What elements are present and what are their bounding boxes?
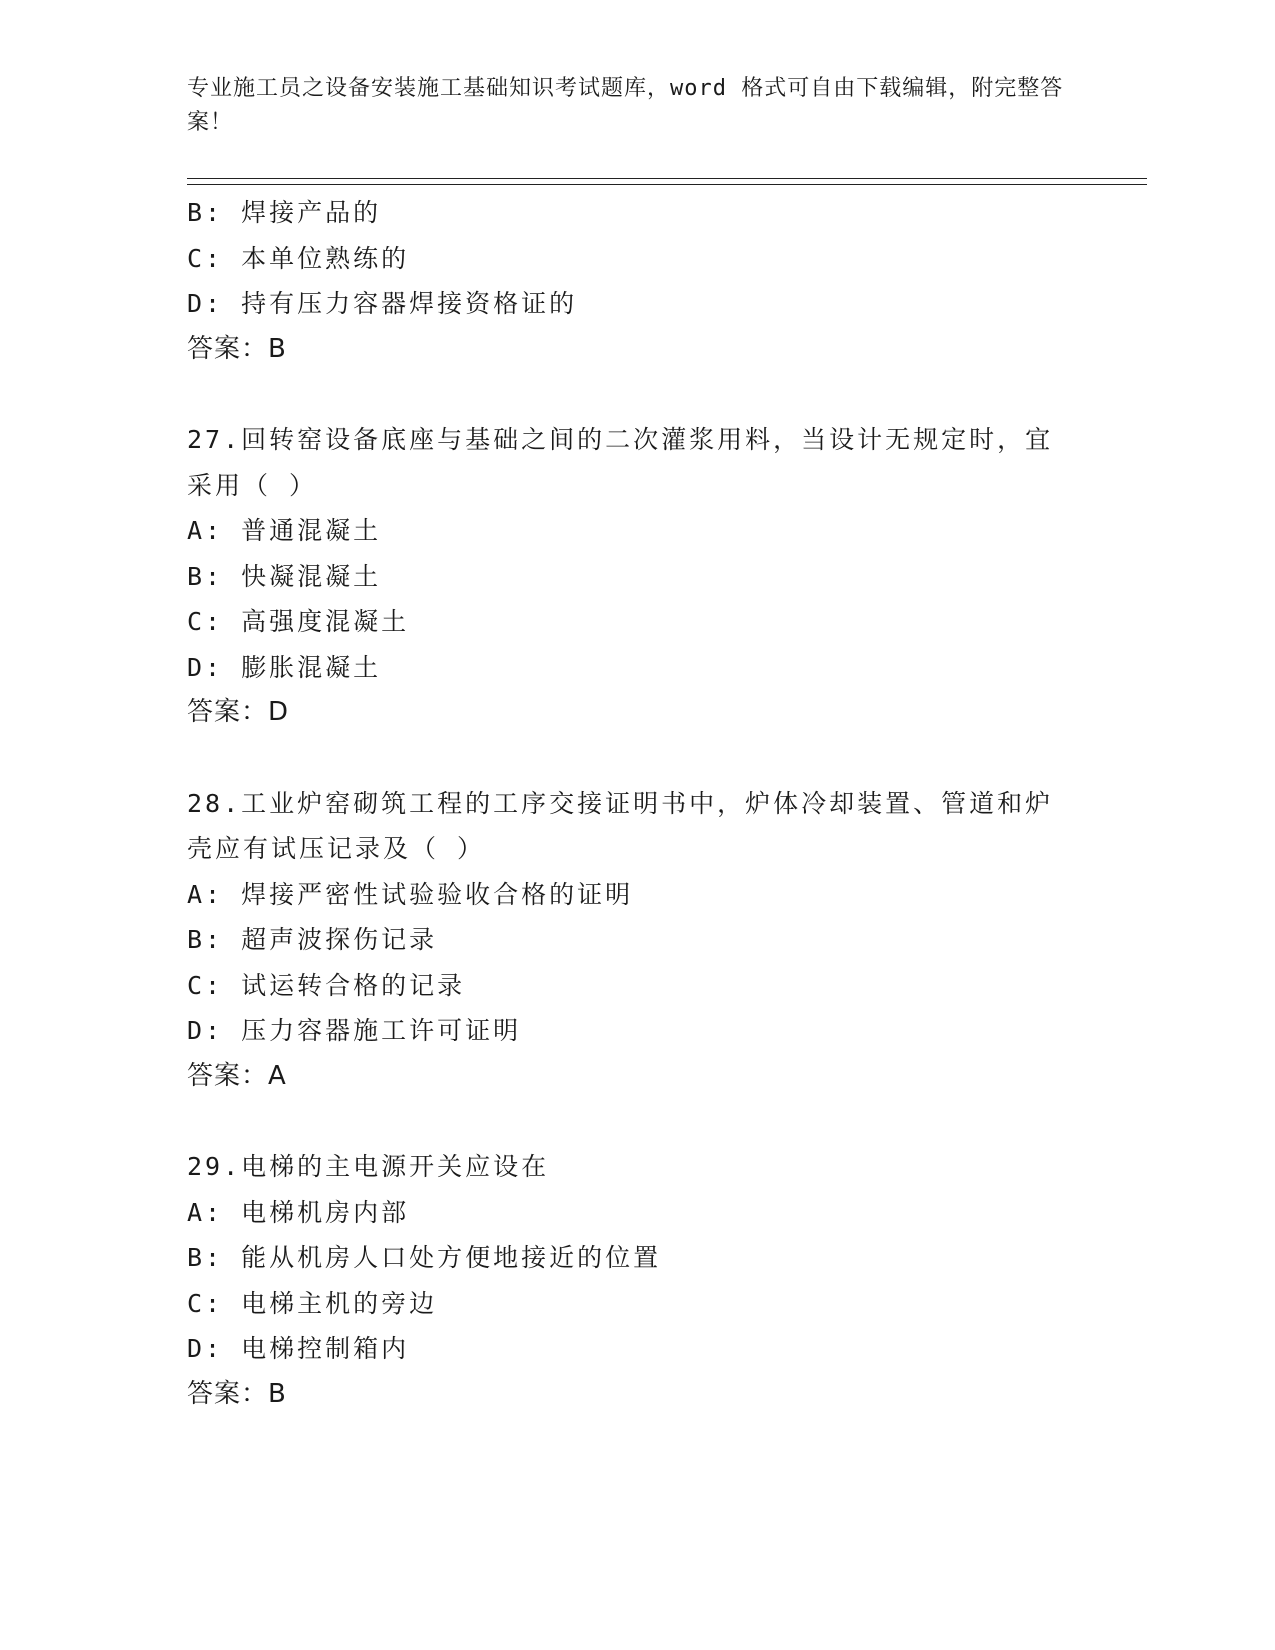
option-b: B: 超声波探伤记录 <box>187 925 438 954</box>
header-divider-bottom <box>187 184 1147 185</box>
option-d: D: 膨胀混凝土 <box>187 652 382 682</box>
answer-line: 答案：D <box>187 697 290 727</box>
question-stem-continued: 采用（ ） <box>187 470 318 500</box>
question-list <box>187 190 1087 1417</box>
question-stem: 27.回转窑设备底座与基础之间的二次灌浆用料，当设计无规定时，宜 <box>187 425 1054 454</box>
question-29 <box>187 1144 1087 1417</box>
option-a: A: 电梯机房内部 <box>187 1197 410 1227</box>
option-c: C: 试运转合格的记录 <box>187 970 466 1000</box>
document-header: 专业施工员之设备安装施工基础知识考试题库，word 格式可自由下载编辑，附完整答案！ <box>187 76 1064 135</box>
option-b: B: 快凝混凝土 <box>187 561 382 591</box>
option-c: C: 高强度混凝土 <box>187 607 410 636</box>
question-27 <box>187 417 1087 736</box>
answer-line: 答案：B <box>187 1378 287 1409</box>
continued-question <box>187 190 1087 372</box>
question-stem-continued: 壳应有试压记录及（ ） <box>187 834 486 863</box>
question-stem: 29.电梯的主电源开关应设在 <box>187 1152 550 1181</box>
answer-line: 答案：A <box>187 1060 287 1091</box>
option-c: C: 本单位熟练的 <box>187 243 410 273</box>
answer-line: 答案：B <box>187 333 287 364</box>
option-c: C: 电梯主机的旁边 <box>187 1288 438 1318</box>
option-a: A: 焊接严密性试验验收合格的证明 <box>187 879 634 909</box>
question-stem: 28.工业炉窑砌筑工程的工序交接证明书中，炉体冷却装置、管道和炉 <box>187 788 1054 818</box>
option-b: B: 焊接产品的 <box>187 198 382 227</box>
option-d: D: 电梯控制箱内 <box>187 1334 410 1363</box>
option-d: D: 压力容器施工许可证明 <box>187 1016 522 1045</box>
option-d: D: 持有压力容器焊接资格证的 <box>187 289 578 318</box>
option-b: B: 能从机房人口处方便地接近的位置 <box>187 1243 662 1272</box>
question-28 <box>187 781 1087 1100</box>
option-a: A: 普通混凝土 <box>187 516 382 545</box>
header-divider-top <box>187 178 1147 179</box>
